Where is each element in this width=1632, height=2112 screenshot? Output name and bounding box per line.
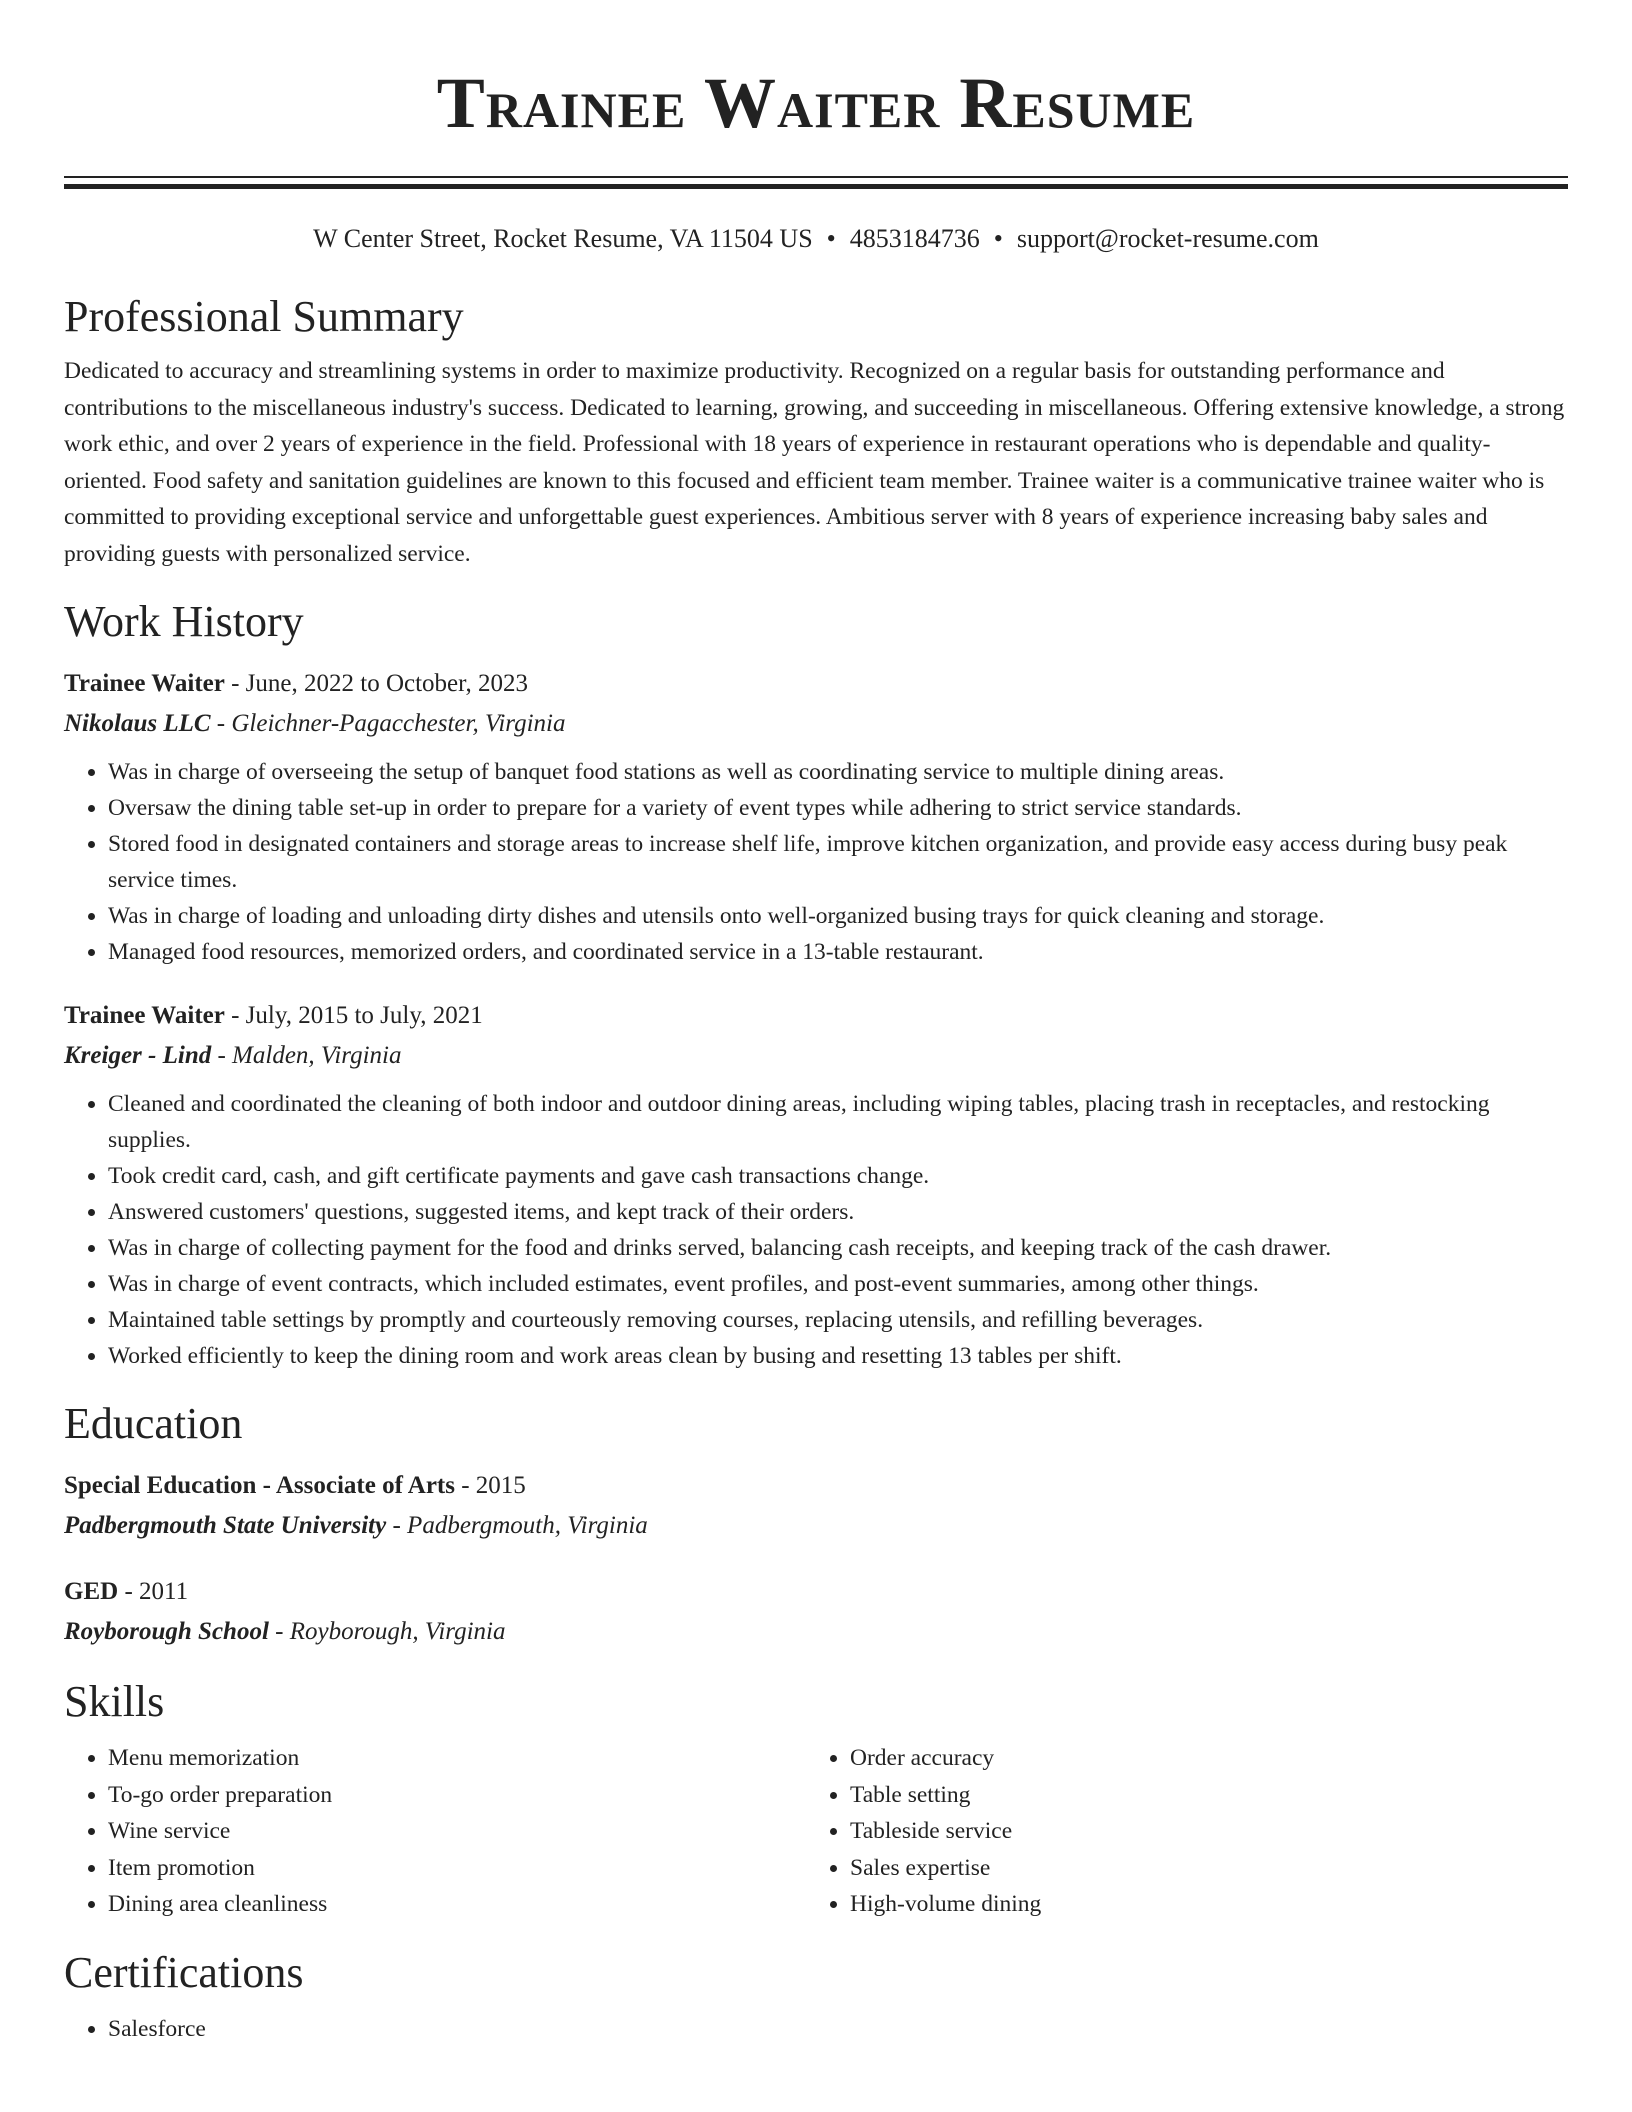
contact-separator: • — [826, 224, 836, 253]
skill-item: • Wine service — [108, 1813, 806, 1850]
school: Padbergmouth State University — [64, 1512, 387, 1539]
contact-line — [64, 219, 1568, 259]
job-bullet: • Was in charge of overseeing the setup of banquet food stations as well as coordinating service to multiple dining areas. — [108, 754, 1568, 790]
skill-item: • Sales expertise — [850, 1850, 1548, 1887]
skill-item: • Order accuracy — [850, 1740, 1548, 1777]
certifications-list — [64, 2011, 1568, 2047]
job-bullet: • Worked efficiently to keep the dining room and work areas clean by busing and resetting 13 tables per shift. — [108, 1338, 1568, 1374]
title-divider — [64, 176, 1568, 189]
education-entry — [64, 1466, 1568, 1546]
job-title: Trainee Waiter — [64, 670, 225, 697]
job-company-line — [64, 1036, 1568, 1076]
job-company-line — [64, 704, 1568, 744]
degree-line — [64, 1572, 1568, 1612]
school-location: - Padbergmouth, Virginia — [386, 1512, 648, 1539]
contact-email: support@rocket-resume.com — [1016, 224, 1319, 253]
job-title: Trainee Waiter — [64, 1002, 225, 1029]
job-bullet: • Oversaw the dining table set-up in order to prepare for a variety of event types while adhering to strict service standards. — [108, 790, 1568, 826]
certifications-heading: Certifications — [64, 1947, 304, 1997]
certification-item: • Salesforce — [108, 2011, 1568, 2047]
job-bullet: • Answered customers' questions, suggested items, and kept track of their orders. — [108, 1194, 1568, 1230]
contact-phone: 4853184736 — [849, 224, 980, 253]
job-dates: - July, 2015 to July, 2021 — [224, 1002, 483, 1029]
skill-item: • High-volume dining — [850, 1886, 1548, 1923]
summary-heading: Professional Summary — [64, 292, 464, 341]
job-bullets — [64, 1086, 1568, 1374]
job-entry — [64, 664, 1568, 970]
skills-column-right — [806, 1740, 1548, 1923]
skills-heading: Skills — [64, 1677, 165, 1726]
skill-item: • Dining area cleanliness — [108, 1886, 806, 1923]
school: Royborough School — [64, 1618, 269, 1645]
education-heading: Education — [64, 1399, 243, 1448]
job-bullet: • Stored food in designated containers and storage areas to increase shelf life, improve kitchen organization, and provide easy access during busy peak service times. — [108, 826, 1568, 898]
job-bullet: • Cleaned and coordinated the cleaning of both indoor and outdoor dining areas, including wiping tables, placing trash in receptacles, and restocking supplies. — [108, 1086, 1568, 1158]
skills-grid — [64, 1740, 1568, 1923]
degree-year: - 2015 — [454, 1472, 526, 1499]
degree: GED — [64, 1578, 119, 1605]
job-bullet: • Was in charge of loading and unloading dirty dishes and utensils onto well-organized busing trays for quick cleaning and storage. — [108, 898, 1568, 934]
job-title-line — [64, 664, 1568, 704]
job-title-line — [64, 996, 1568, 1036]
skill-item: • Table setting — [850, 1777, 1548, 1814]
job-company: Nikolaus LLC — [64, 710, 211, 737]
degree-line — [64, 1466, 1568, 1506]
job-location: - Gleichner-Pagacchester, Virginia — [210, 710, 566, 737]
job-bullet: • Was in charge of collecting payment for the food and drinks served, balancing cash receipts, and keeping track of the cash drawer. — [108, 1230, 1568, 1266]
job-entry — [64, 996, 1568, 1374]
skill-item: • Tableside service — [850, 1813, 1548, 1850]
job-bullet: • Took credit card, cash, and gift certificate payments and gave cash transactions change. — [108, 1158, 1568, 1194]
work-history-heading: Work History — [64, 597, 304, 646]
resume-title: Trainee Waiter Resume — [436, 63, 1196, 143]
degree-year: - 2011 — [118, 1578, 189, 1605]
education-entry — [64, 1572, 1568, 1652]
job-bullets — [64, 754, 1568, 970]
skill-item: • To-go order preparation — [108, 1777, 806, 1814]
school-line — [64, 1612, 1568, 1652]
job-location: - Malden, Virginia — [211, 1042, 402, 1069]
skills-column-left — [64, 1740, 806, 1923]
skill-item: • Menu memorization — [108, 1740, 806, 1777]
job-bullet: • Maintained table settings by promptly and courteously removing courses, replacing utensils, and refilling beverages. — [108, 1302, 1568, 1338]
school-location: - Royborough, Virginia — [268, 1618, 506, 1645]
summary-text: Dedicated to accuracy and streamlining systems in order to maximize productivity. Recognized on a regular basis for outstanding performance and contributions to the miscellaneous industry's success. Dedicated to learning, growing, and succeeding in miscellaneous. Offering extensive knowledge, a strong work ethic, and over 2 years of experience in the field. Professional with 18 years of experience in restaurant operations who is dependable and quality-oriented. Food safety and sanitation guidelines are known to this focused and efficient team member. Trainee waiter is a communicative trainee waiter who is committed to providing exceptional service and unforgettable guest experiences. Ambitious server with 8 years of experience increasing baby sales and providing guests with personalized service. — [64, 358, 1565, 567]
job-dates: - June, 2022 to October, 2023 — [224, 670, 528, 697]
job-company: Kreiger - Lind — [64, 1042, 212, 1069]
contact-address: W Center Street, Rocket Resume, VA 11504 US — [313, 224, 813, 253]
school-line — [64, 1506, 1568, 1546]
job-bullet: • Managed food resources, memorized orders, and coordinated service in a 13-table restaurant. — [108, 934, 1568, 970]
skill-item: • Item promotion — [108, 1850, 806, 1887]
contact-separator: • — [993, 224, 1003, 253]
job-bullet: • Was in charge of event contracts, which included estimates, event profiles, and post-event summaries, among other things. — [108, 1266, 1568, 1302]
degree: Special Education - Associate of Arts — [64, 1472, 455, 1499]
